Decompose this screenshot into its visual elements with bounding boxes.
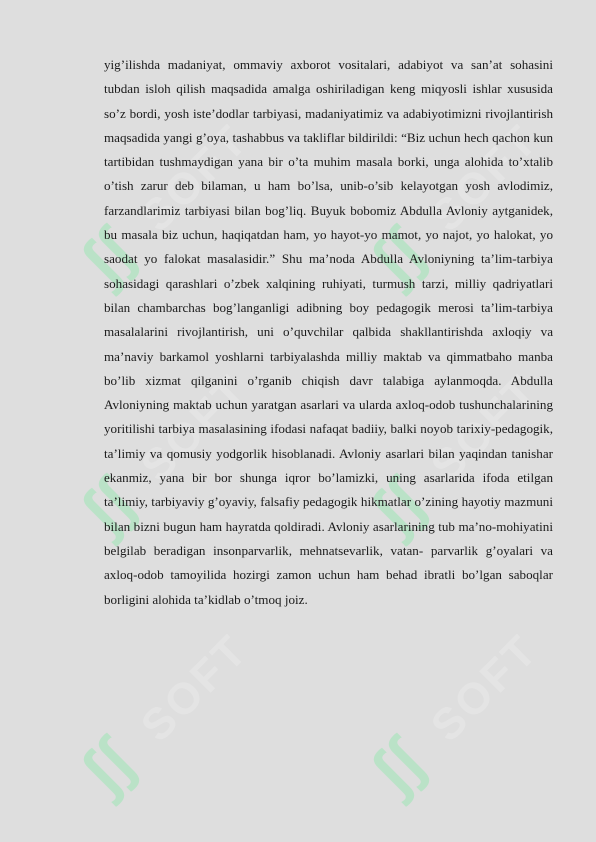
body-paragraph: yig’ilishda madaniyat, ommaviy axborot vositalari, adabiyot va san’at sohasini tubdan isloh qilish maqsadida amalga oshiriladigan keng miqyosli ishlar xususida so’z bordi, yosh iste’dodlar tarbiyasi, madaniyatimiz va adabiyotimizni rivojlantirish maqsadida yangi g’oya, tashabbus va takliflar bildirildi: “Biz uchun hech qachon kun tartibidan tushmaydigan yana bir o’ta muhim masala borki, unga alohida to’xtalib o’tish zarur deb bilaman, u ham bo’lsa, unib-o’sib kelayotgan yosh avlodimiz, farzandlarimiz tarbiyasi bilan bog’liq. Buyuk bobomiz Abdulla Avloniy aytganidek, bu masala biz uchun, haqiqatdan ham, yo hayot-yo mamot, yo najot, yo halokat, yo saodat yo falokat masalasidir.” Shu ma’noda Abdulla Avloniyning ta’lim-tarbiya sohasidagi qarashlari o’zbek xalqining ruhiyati, turmush tarzi, milliy qadriyatlari bilan chambarchas bog’langanligi adibning boy pedagogik merosi ta’lim-tarbiya masalalarini rivojlantirish, uni o’quvchilar qalbida shakllantirishda axloqiy va ma’naviy barkamol yoshlarni tarbiyalashda milliy maktab va qimmatbaho manba bo’lib xizmat qilganini o’rganib chiqish davr talabiga aylanmoqda. Abdulla Avloniyning maktab uchun yaratgan asarlari va ularda axloq-odob tushunchalarining yoritilishi tarbiya masalasining ifodasi nafaqat badiiy, balki noyob tarixiy-pedagogik, ta’limiy va qomusiy yodgorlik hisoblanadi. Avloniy asarlari bilan yaqindan tanishar ekanmiz, yana bir bor shunga iqror bo’lamizki, uning asarlarida ifoda etilgan ta’limiy, tarbiyaviy g’oyaviy, falsafiy pedagogik hikmatlar o’zining hayotiy mazmuni bilan bizni bugun ham hayratda qoldiradi. Avloniy asarlarining tub ma’no-mohiyatini belgilab beradigan insonparvarlik, mehnatsevarlik, vatan- parvarlik g’oyalari va axloq-odob tamoyilida hozirgi zamon uchun ham behad ibratli bo’lgan saboqlar borligini alohida ta’kidlab o’tmoq joiz. [104, 57, 553, 607]
watermark-text: SOFT [131, 365, 258, 492]
watermark-mark: ʃʃ [356, 725, 438, 807]
document-body [104, 53, 553, 612]
watermark-logo [55, 610, 274, 829]
watermark-mark: ʃʃ [356, 215, 438, 297]
watermark-text: SOFT [421, 115, 548, 242]
watermark-text: SOFT [421, 625, 548, 752]
watermark-mark: ʃʃ [356, 465, 438, 547]
watermark-text: SOFT [131, 625, 258, 752]
watermark-text: SOFT [131, 115, 258, 242]
watermark-text: SOFT [421, 365, 548, 492]
watermark-mark: ʃʃ [66, 725, 148, 807]
watermark-mark: ʃʃ [66, 215, 148, 297]
watermark-logo [345, 610, 564, 829]
watermark-mark: ʃʃ [66, 465, 148, 547]
